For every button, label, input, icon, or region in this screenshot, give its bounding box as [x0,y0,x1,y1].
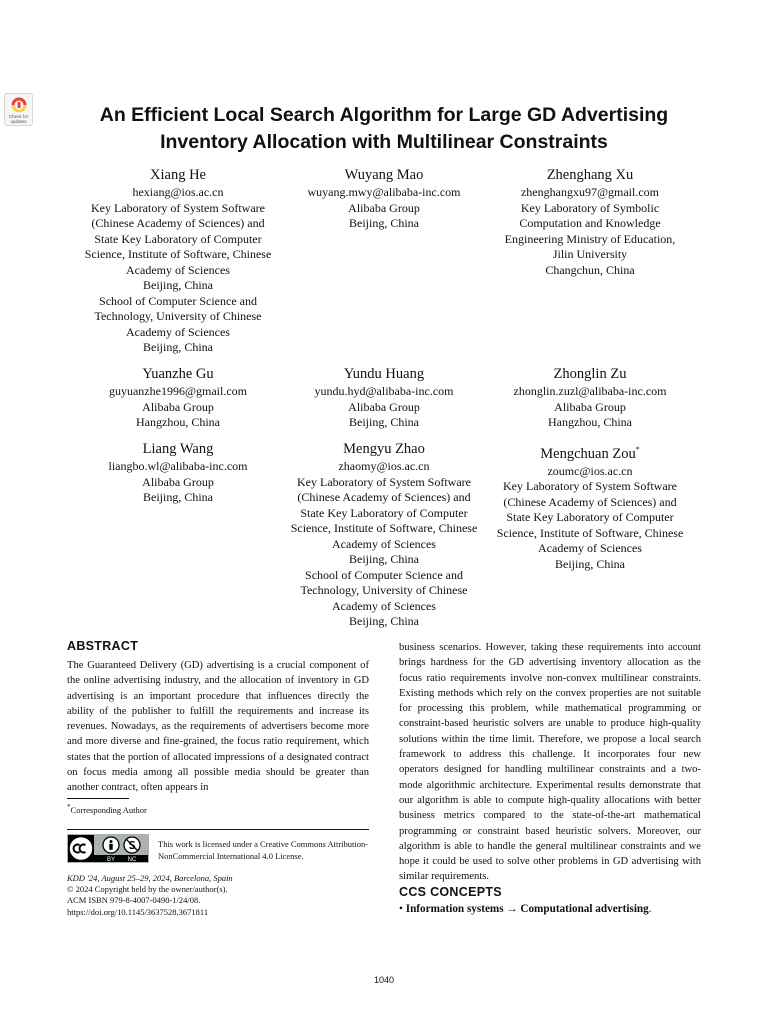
cc-by-nc-logo[interactable] [67,834,149,863]
author-affiliation-line: Beijing, China [555,556,625,571]
author-name [284,166,484,185]
author-name-text: Liang Wang [142,441,214,457]
author-block [490,440,690,572]
author-affiliation-line: State Key Laboratory of Computer [506,510,674,525]
author-email[interactable]: wuyang.mwy@alibaba-inc.com [307,185,461,199]
author-affiliation-line: Jilin University [552,247,628,261]
publication-meta [67,873,233,918]
author-name-text: Yundu Huang [343,366,425,382]
ccs-item-concept: Information systems → Computational advertising [405,903,649,915]
author-email[interactable]: zoumc@ios.ac.cn [547,463,633,478]
author-name-text: Mengchuan Zou [540,445,636,462]
author-name [490,166,690,185]
page-number: 1040 [373,975,395,985]
author-block [78,440,278,506]
author-affiliation-line: Academy of Sciences [126,324,230,339]
author-email[interactable]: guyuanzhe1996@gmail.com [108,384,248,398]
author-affiliation-line: Hangzhou, China [136,415,220,429]
author-name-text: Zhonglin Zu [553,366,627,382]
title-line-1: An Efficient Local Search Algorithm for Large GD Advertising [99,104,669,126]
author-affiliation-line: Key Laboratory of Symbolic [520,200,660,215]
ccs-item-end: . [648,903,652,915]
abstract-text-right: business scenarios. However, taking these requirements into account brings hardness for the GD advertising inventory allocation as the focus ratio requirements involve non-convex multilinear constraints. Existing methods which rely on the convex properties are not suitable for processing this problem, while mathematical programming or constraint-based heuristic solvers are unable to produce high-quality solutions within the time limit. Therefore, we propose a local search framework to address this challenge. It incorporates four new operators designed for handling multilinear constraints and a two-mode algorithmic architecture. Experimental results demonstrate that our algorithm is able to compute high-quality allocations with better business metrics compared to the state-of-the-art mathematical programming or constraint based heuristic solvers. Moreover, our algorithm is able to handle the general multilinear constraints and we hope it could be used to solve other problems in GD advertising with similar requirements. [399,642,701,883]
cc-nc-label: NC [127,857,137,863]
author-affiliation-line: Alibaba Group [142,399,214,414]
author-email[interactable]: hexiang@ios.ac.cn [132,185,224,199]
doi-link[interactable]: https://doi.org/10.1145/3637528.3671811 [67,906,209,917]
author-name [78,440,278,459]
author-email[interactable]: liangbo.wl@alibaba-inc.com [108,459,248,473]
isbn-line: ACM ISBN 979-8-4007-0490-1/24/08. [67,895,201,906]
author-affiliation-line: (Chinese Academy of Sciences) and [503,494,677,509]
author-email[interactable]: yundu.hyd@alibaba-inc.com [314,384,454,398]
author-affiliation-line: Alibaba Group [554,399,626,414]
author-affiliation-line: Beijing, China [349,415,419,429]
footnote-mark: * [67,803,71,811]
author-affiliation-line: Beijing, China [143,490,213,504]
author-affiliation-line: Beijing, China [349,216,419,230]
author-affiliation-line: Science, Institute of Software, Chinese [290,521,478,535]
author-block [78,365,278,431]
author-affiliation-line: Academy of Sciences [332,536,436,551]
abstract-text-left: The Guaranteed Delivery (GD) advertising is a crucial component of the online advertising industry, and the allocation of inventory in GD advertising is an important procedure that influences directly the ability of the publisher to fulfill the requirements and increase its revenues. Nowadays, as the requirements of advertisers become more and more diverse and fine-grained, the focus ratio requirement, which states that the portion of allocated impressions of a designated contract on focus media among all possible media should be greater than another contract, often appears in [67,660,369,794]
author-affiliation-line: Science, Institute of Software, Chinese [496,525,684,540]
author-affiliation-line: Computation and Knowledge [519,216,661,230]
copyright-line: © 2024 Copyright held by the owner/author(s). [67,884,228,895]
cc-by-label: BY [106,857,116,863]
title-line-2: Inventory Allocation with Multilinear Constraints [160,131,608,153]
author-name-text: Mengyu Zhao [343,441,425,457]
author-name-text: Yuanzhe Gu [142,366,214,382]
author-affiliation-line: Beijing, China [349,614,419,628]
author-block [490,166,690,278]
author-name-text: Zhenghang Xu [546,167,634,183]
author-affiliation-line: School of Computer Science and [305,567,463,582]
author-name [490,365,690,384]
author-email[interactable]: zhenghangxu97@gmail.com [520,185,660,199]
author-affiliation-line: School of Computer Science and [99,293,257,308]
author-affiliation-line: Technology, University of Chinese [300,583,468,597]
author-name-text: Xiang He [150,167,206,183]
author-affiliation-line: Alibaba Group [348,399,420,414]
author-block [284,166,484,232]
author-affiliation-line: Academy of Sciences [538,541,642,556]
author-affiliation-line: Beijing, China [349,552,419,566]
author-block [284,440,484,630]
author-affiliation-line: (Chinese Academy of Sciences) and [91,216,265,230]
author-block [78,166,278,356]
corresponding-author-mark: * [635,445,640,454]
author-affiliation-line: Engineering Ministry of Education, [504,231,676,246]
author-affiliation-line: Academy of Sciences [332,598,436,613]
author-affiliation-line: State Key Laboratory of Computer [94,231,262,246]
author-name [490,440,690,464]
footnote-text: Corresponding Author [70,804,147,815]
author-name [78,365,278,384]
author-name [78,166,278,185]
author-affiliation-line: Key Laboratory of System Software [297,474,471,489]
author-block [490,365,690,431]
author-affiliation-line: Key Laboratory of System Software [503,479,677,494]
author-name-text: Wuyang Mao [344,167,424,183]
author-email[interactable]: zhaomy@ios.ac.cn [338,459,430,473]
author-block [284,365,484,431]
author-affiliation-line: Changchun, China [545,262,635,277]
ccs-bullet: • [399,903,403,915]
author-affiliation-line: Beijing, China [143,340,213,354]
ccs-heading: CCS CONCEPTS [399,885,502,899]
footnote-rule [67,798,129,799]
author-affiliation-line: Technology, University of Chinese [94,309,262,323]
license-text: This work is licensed under a Creative Commons Attribution-NonCommercial International 4.0 License. [158,839,369,861]
abstract-heading: ABSTRACT [67,639,139,653]
author-affiliation-line: Alibaba Group [142,474,214,489]
author-name [284,440,484,459]
author-affiliation-line: Science, Institute of Software, Chinese [84,247,272,261]
ccs-item [399,903,652,915]
author-affiliation-line: Hangzhou, China [548,415,632,429]
author-name [284,365,484,384]
badge-label: Check for updates [8,114,29,124]
author-affiliation-line: Academy of Sciences [126,262,230,277]
author-affiliation-line: Beijing, China [143,278,213,292]
author-email[interactable]: zhonglin.zuzl@alibaba-inc.com [513,384,667,398]
author-affiliation-line: Key Laboratory of System Software [91,200,265,215]
author-affiliation-line: Alibaba Group [348,200,420,215]
paper-title [0,102,768,156]
cc-license-icon [67,834,149,863]
footnote [67,803,147,815]
conference-line: KDD '24, August 25–29, 2024, Barcelona, Spain [67,873,233,883]
author-affiliation-line: State Key Laboratory of Computer [300,505,468,520]
author-affiliation-line: (Chinese Academy of Sciences) and [297,490,471,504]
license-rule [67,829,369,830]
